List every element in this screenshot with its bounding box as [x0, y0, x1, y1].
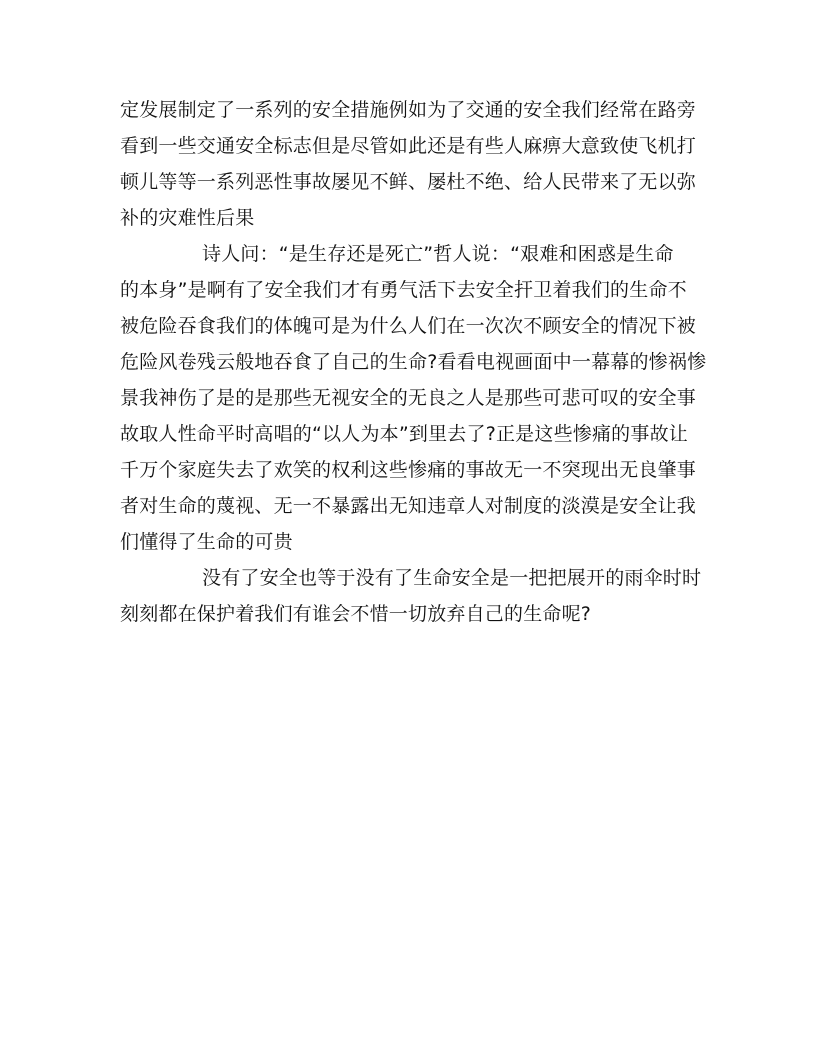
paragraph-line: 们懂得了生命的可贵 [120, 531, 293, 553]
paragraph-2 [120, 236, 707, 560]
paragraph-line: 顿儿等等一系列恶性事故屡见不鲜、屡杜不绝、给人民带来了无以弥 [120, 171, 697, 193]
paragraph-line: 看到一些交通安全标志但是尽管如此还是有些人麻痹大意致使飞机打 [120, 135, 697, 157]
paragraph-line: 故取人性命平时高唱的“以人为本”到里去了?正是这些惨痛的事故让 [120, 423, 688, 445]
paragraph-line: 没有了安全也等于没有了生命安全是一把把展开的雨伞时时 [202, 567, 702, 589]
paragraph-3 [120, 560, 702, 632]
paragraph-line: 刻刻都在保护着我们有谁会不惜一切放弃自己的生命呢? [120, 603, 592, 625]
paragraph-line: 者对生命的蔑视、无一不暴露出无知违章人对制度的淡漠是安全让我 [120, 495, 697, 517]
paragraph-line: 千万个家庭失去了欢笑的权利这些惨痛的事故无一不突现出无良肇事 [120, 459, 697, 481]
paragraph-line: 被危险吞食我们的体魄可是为什么人们在一次次不顾安全的情况下被 [120, 315, 697, 337]
paragraph-1 [120, 92, 696, 236]
paragraph-line: 定发展制定了一系列的安全措施例如为了交通的安全我们经常在路旁 [120, 99, 697, 121]
document-body [120, 92, 707, 632]
paragraph-line: 景我神伤了是的是那些无视安全的无良之人是那些可悲可叹的安全事 [120, 387, 697, 409]
paragraph-line: 危险风卷残云般地吞食了自己的生命?看看电视画面中一幕幕的惨祸惨 [120, 351, 707, 373]
paragraph-line: 补的灾难性后果 [120, 207, 255, 229]
paragraph-line: 的本身”是啊有了安全我们才有勇气活下去安全扞卫着我们的生命不 [120, 279, 687, 301]
paragraph-line: 诗人问：“是生存还是死亡”哲人说：“艰难和困惑是生命 [202, 243, 674, 265]
